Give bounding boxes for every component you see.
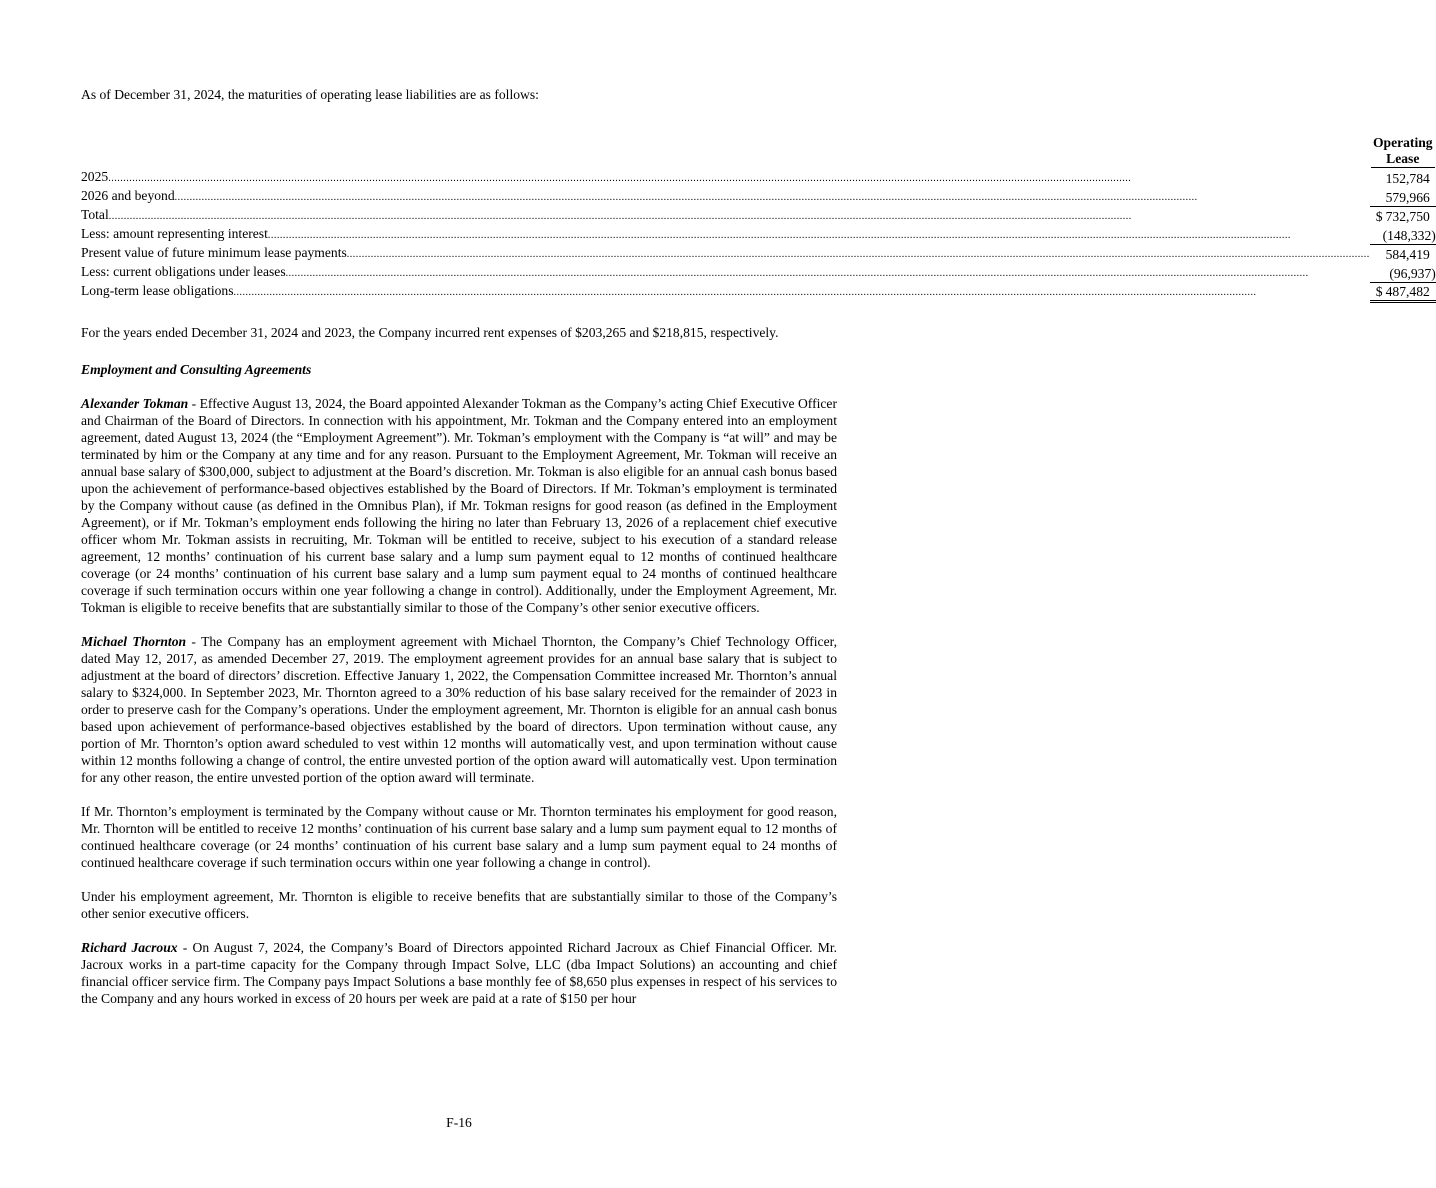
lease-maturities-table [81, 135, 1436, 303]
page-number: F-16 [446, 1115, 472, 1130]
table-row [81, 168, 1436, 187]
section-heading: Employment and Consulting Agreements [81, 361, 312, 377]
row-amount: 487,482 [1383, 282, 1436, 301]
table-row [81, 225, 1436, 244]
row-label: Total [81, 207, 109, 222]
executive-name: Michael Thornton [81, 633, 187, 649]
table-row [81, 244, 1436, 263]
paragraph-text: - On August 7, 2024, the Company’s Board of Directors appointed Richard Jacroux as Chief Financial Officer. Mr. Jacroux works in a part-time capacity for the Company through Impact Solve, LLC (dba Impact Solutions) an accounting and chief financial officer service firm. The Company pays Impact Solutions a base monthly fee of $8,650 plus expenses in respect of his services to the Company and any hours worked in excess of 20 hours per week are paid at a rate of $150 per hour [81, 939, 838, 1006]
row-label: Less: amount representing interest [81, 226, 268, 241]
operating-lease-header: Operating Lease [1372, 135, 1433, 166]
row-label: Less: current obligations under leases [81, 264, 286, 279]
row-currency [1370, 168, 1383, 187]
table-row [81, 206, 1436, 225]
paragraph-text: - The Company has an employment agreement with Michael Thornton, the Company’s Chief Technology Officer, dated May 12, 2017, as amended December 27, 2019. The employment agreement provides for an annual base salary that is subject to adjustment at the board of directors’ discretion. Effective January 1, 2022, the Compensation Committee increased Mr. Thornton’s annual salary to $324,000. In September 2023, Mr. Thornton agreed to a 30% reduction of his base salary received for the remainder of 2023 in order to preserve cash for the Company’s operations. Under the employment agreement, Mr. Thornton is eligible for an annual cash bonus based upon achievement of performance-based objectives established by the board of directors. Upon termination without cause, any portion of Mr. Thornton’s option award scheduled to vest within 12 months will automatically vest, and upon termination without cause within 12 months following a change of control, the entire unvested portion of the option award will automatically vest. Upon termination for any other reason, the entire unvested portion of the option award will terminate. [81, 633, 837, 785]
row-currency [1370, 263, 1383, 282]
tokman-paragraph [81, 395, 837, 616]
table-row [81, 282, 1436, 301]
row-currency [1370, 244, 1383, 263]
row-amount: 152,784 [1385, 171, 1430, 186]
row-currency: $ [1370, 206, 1383, 225]
thornton-benefits-paragraph: Under his employment agreement, Mr. Thornton is eligible to receive benefits that are substantially similar to those of the Company’s other senior executive officers. [81, 888, 837, 921]
row-amount: 732,750 [1383, 206, 1436, 225]
table-row [81, 187, 1436, 206]
row-label: 2025 [81, 169, 109, 184]
row-amount: 579,966 [1385, 189, 1430, 205]
row-amount: (148,332) [1382, 227, 1436, 243]
thornton-severance-paragraph: If Mr. Thornton’s employment is terminated by the Company without cause or Mr. Thornton terminates his employment for good reason, Mr. Thornton will be entitled to receive 12 months’ continuation of his current base salary and a lump sum payment equal to 12 months of continued healthcare coverage (or 24 months’ continuation of his current base salary and a lump sum payment equal to 24 months of continued healthcare coverage if such termination occurs within one year following a change in control). [81, 803, 837, 870]
rent-expense-paragraph: For the years ended December 31, 2024 and 2023, the Company incurred rent expenses of $203,265 and $218,815, respectively. [81, 324, 779, 340]
row-label: Present value of future minimum lease payments [81, 245, 347, 260]
jacroux-paragraph [81, 939, 837, 1007]
executive-name: Alexander Tokman [81, 395, 189, 411]
row-label: Long-term lease obligations [81, 283, 234, 298]
row-currency: $ [1370, 282, 1383, 301]
table-header-row [81, 135, 1436, 168]
row-label: 2026 and beyond [81, 188, 175, 203]
table-row [81, 263, 1436, 282]
row-amount: (96,937) [1389, 265, 1436, 281]
executive-name: Richard Jacroux [81, 939, 178, 955]
thornton-paragraph [81, 633, 837, 786]
document-body [81, 86, 1436, 1007]
row-currency [1370, 225, 1383, 244]
paragraph-text: - Effective August 13, 2024, the Board appointed Alexander Tokman as the Company’s acting Chief Executive Officer and Chairman of the Board of Directors. In connection with his appointment, Mr. Tokman and the Company entered into an employment agreement, dated August 13, 2024 (the “Employment Agreement”). Mr. Tokman’s employment with the Company is “at will” and may be terminated by him or the Company at any time and for any reason. Pursuant to the Employment Agreement, Mr. Tokman will receive an annual base salary of $300,000, subject to adjustment at the Board’s discretion. Mr. Tokman is also eligible for an annual cash bonus based upon the achievement of performance-based objectives established by the Board of Directors. If Mr. Tokman’s employment is terminated by the Company without cause (as defined in the Omnibus Plan), if Mr. Tokman resigns for good reason (as defined in the Employment Agreement), or if Mr. Tokman’s employment ends following the hiring no later than February 13, 2026 of a replacement chief executive officer whom Mr. Tokman assists in recruiting, Mr. Tokman will be entitled to receive, subject to his execution of a standard release agreement, 12 months’ continuation of his current base salary and a lump sum payment equal to 12 months of continued healthcare coverage (or 24 months’ continuation of his current base salary and a lump sum payment equal to 24 months of continued healthcare coverage if such termination occurs within one year following a change in control). Additionally, under the Employment Agreement, Mr. Tokman is eligible to receive benefits that are substantially similar to those of the Company’s other senior executive officers. [81, 395, 837, 615]
row-currency [1370, 187, 1383, 206]
row-amount: 584,419 [1383, 244, 1436, 263]
lease-intro: As of December 31, 2024, the maturities of operating lease liabilities are as follows: [81, 87, 539, 102]
